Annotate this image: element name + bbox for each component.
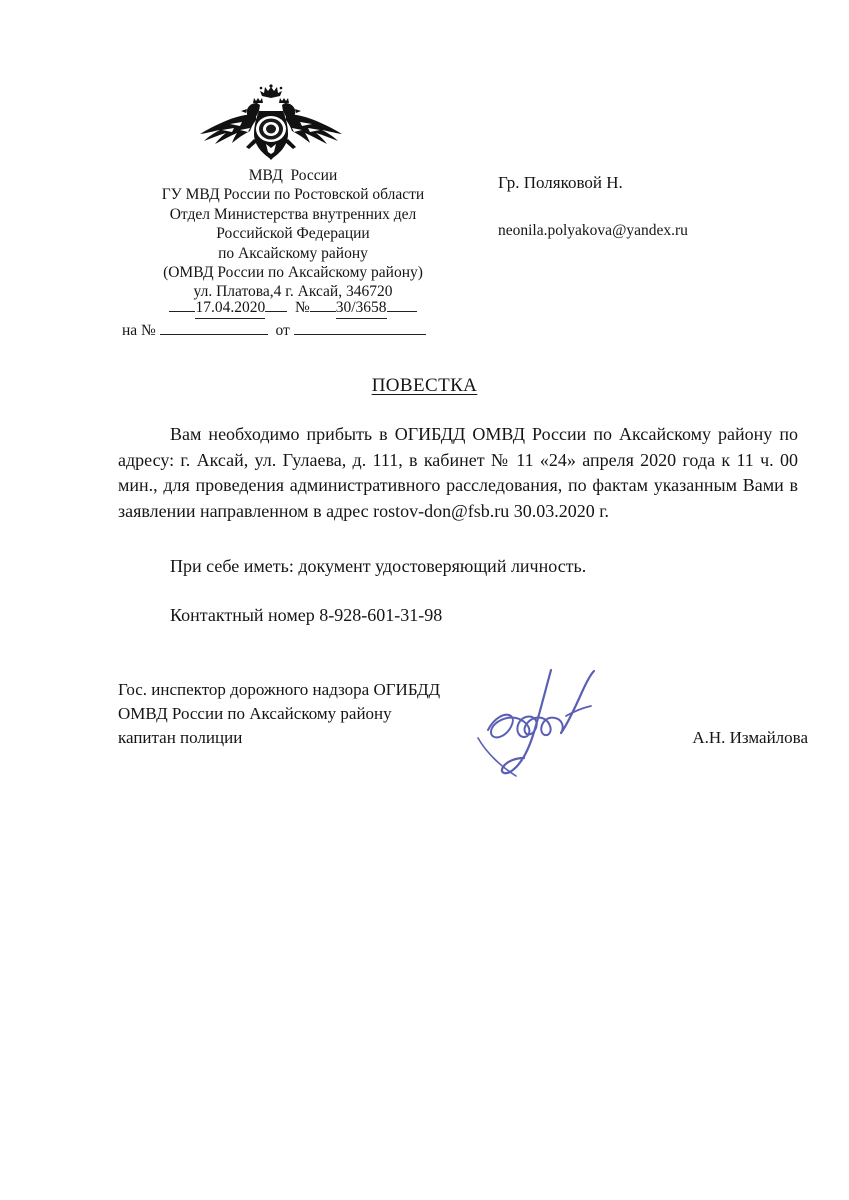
addressee-block [498, 172, 798, 242]
letterhead-line: Российской Федерации [216, 225, 370, 243]
letterhead-line: по Аксайскому району [218, 244, 368, 262]
letterhead-line: Отдел Министерства внутренних дел [169, 205, 417, 223]
letterhead-line: ул. Платова,4 г. Аксай, 346720 [193, 283, 393, 301]
reference-block [118, 298, 468, 341]
signatory-title-line: ОМВД России по Аксайскому району [118, 704, 392, 723]
reference-reply-row [118, 321, 468, 341]
body-paragraph-contact-number: Контактный номер 8-928-601-31-98 [170, 604, 443, 625]
signatory-title-line: Гос. инспектор дорожного надзора ОГИБДД [118, 680, 441, 699]
signature-block [118, 678, 808, 750]
body-paragraph-summons: Вам необходимо прибыть в ОГИБДД ОМВД России по Аксайскому району по адресу: г. Аксай, ул. Гулаева, д. 111, в кабинет № 11 «24» апреля 2020 года к 11 ч. 00 мин., для проведения административного расследования, по фактам указанным Вами в заявлении направленном в адрес rostov-don@fsb.ru 30.03.2020 г. [118, 424, 798, 521]
signatory-title [118, 678, 538, 750]
date-trail-rule [265, 311, 287, 312]
addressee-email: neonila.polyakova@yandex.ru [498, 222, 688, 239]
signatory-title-line: капитан полиции [118, 728, 243, 747]
reply-number-field [160, 334, 268, 335]
date-lead-rule [169, 311, 195, 312]
number-trail-rule [387, 311, 417, 312]
number-symbol: № [294, 299, 310, 316]
document-body [118, 422, 798, 628]
reply-from-field-b [358, 334, 426, 335]
letterhead-line: (ОМВД России по Аксайскому району) [163, 264, 423, 282]
page-title [0, 375, 849, 397]
reply-from-label: от [275, 322, 290, 339]
letterhead-line: МВД России [248, 167, 338, 184]
addressee-name: Гр. Поляковой Н. [498, 173, 623, 192]
mvd-eagle-emblem-icon [196, 84, 346, 162]
reply-from-field-a [294, 334, 358, 335]
reply-number-label: на № [122, 322, 156, 339]
reference-number-value: 30/3658 [336, 298, 387, 319]
letterhead-line: ГУ МВД России по Ростовской области [161, 186, 425, 204]
number-lead-rule [310, 311, 336, 312]
page-title-text: ПОВЕСТКА [371, 375, 478, 396]
reference-date-value: 17.04.2020 [195, 298, 265, 319]
reference-date-row [118, 298, 468, 319]
letterhead [118, 166, 468, 302]
body-paragraph-bring-documents: При себе иметь: документ удостоверяющий личность. [170, 556, 587, 576]
signatory-name: А.Н. Измайлова [692, 728, 808, 747]
